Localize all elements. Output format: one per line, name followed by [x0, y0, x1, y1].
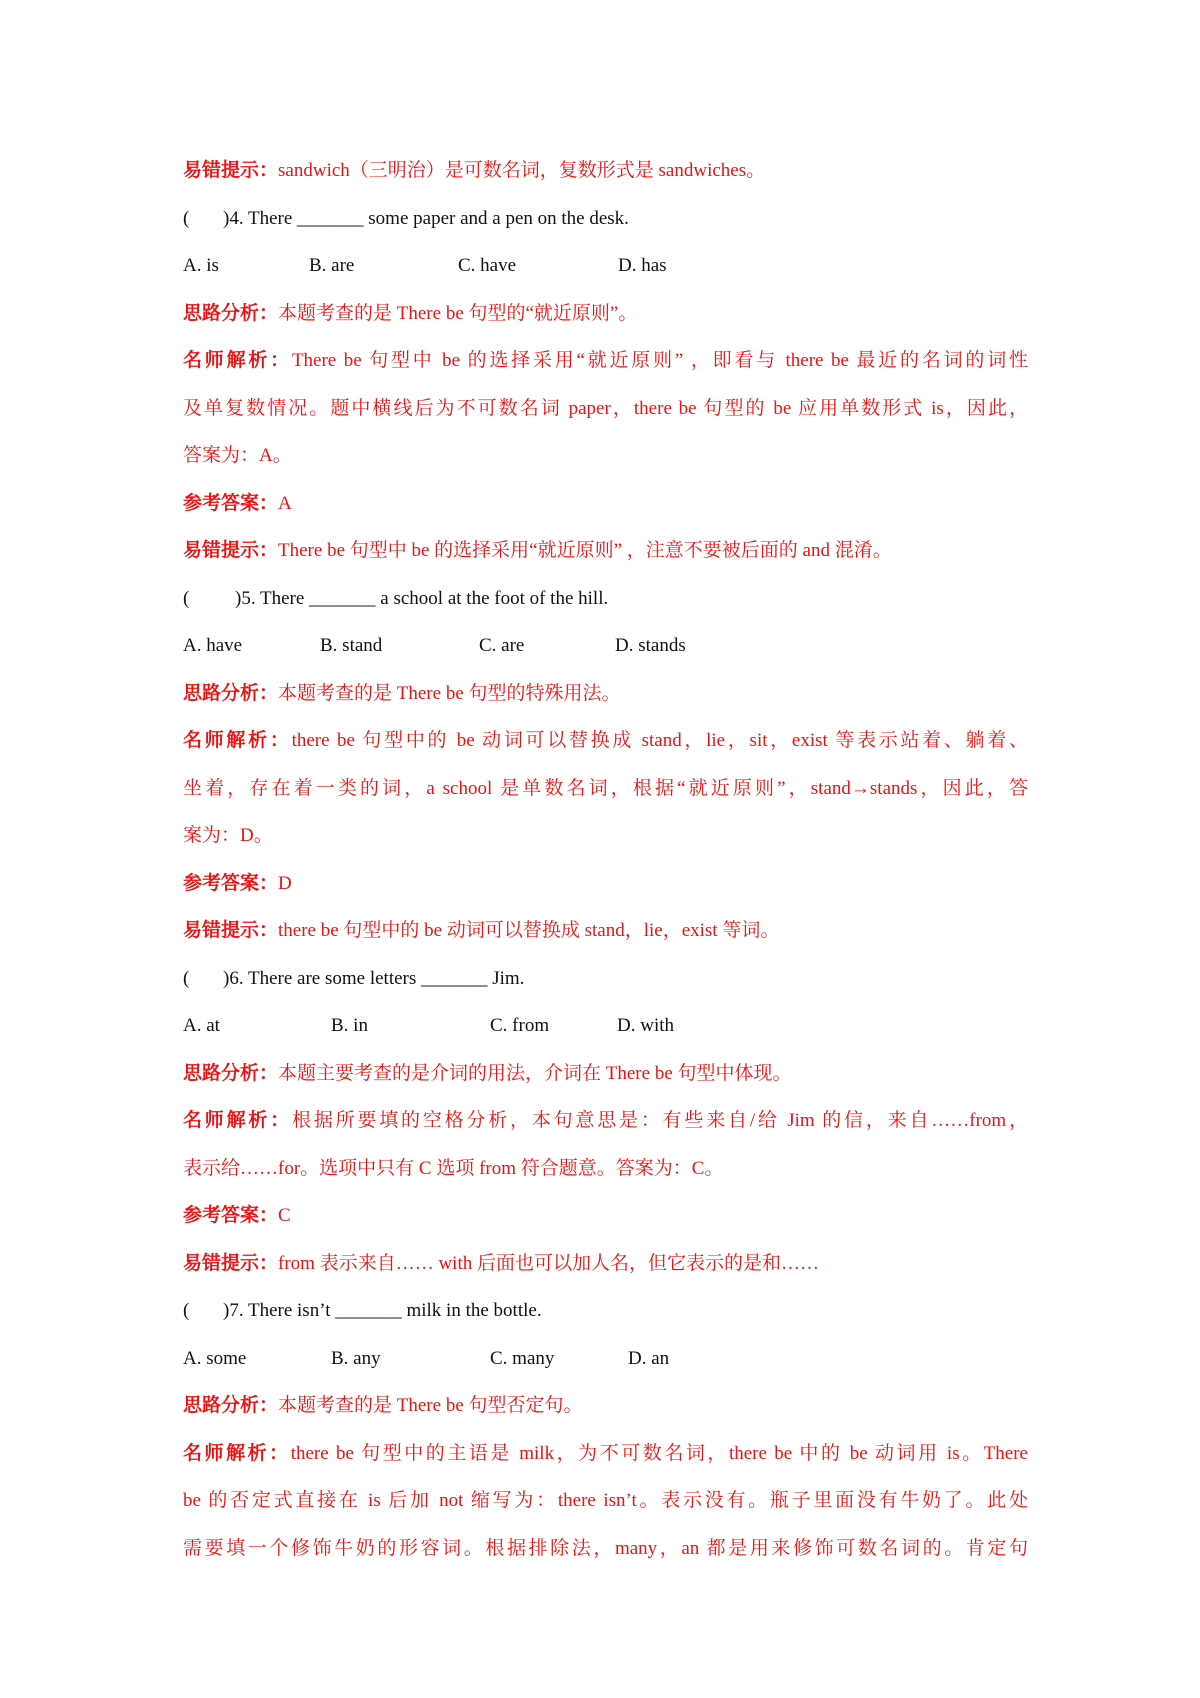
tip-text: there be 句型中的 be 动词可以替换成 stand，lie，exist 等词。 [278, 920, 780, 941]
thinking-text: 本题主要考查的是介词的用法，介词在 There be 句型中体现。 [278, 1062, 792, 1084]
thinking-label: 思路分析： [183, 682, 279, 704]
answer-blank: ( [183, 587, 190, 609]
tip-text: from 表示来自…… with 后面也可以加人名，但它表示的是和…… [278, 1252, 819, 1274]
analysis-text: there be 句型中的 be 动词可以替换成 stand，lie，sit，exist 等表示站着、躺着、 [291, 730, 1028, 751]
analysis-label: 名师解析： [183, 730, 292, 751]
analysis-text: 根据所要填的空格分析，本句意思是：有些来自/给 Jim 的信，来自……from， [292, 1110, 1028, 1131]
option-a: A. some [183, 1347, 247, 1369]
answer-line [183, 860, 1028, 908]
option-c: C. are [479, 635, 525, 656]
tip-label: 易错提示： [183, 160, 279, 181]
option-b: B. in [331, 1015, 368, 1036]
option-b: B. any [331, 1347, 381, 1369]
option-b: B. are [309, 255, 355, 276]
thinking-line [183, 1050, 1028, 1098]
question-7-options [183, 1335, 1028, 1383]
question-5-options [183, 622, 1028, 670]
analysis-line [183, 1477, 1028, 1525]
thinking-line [183, 290, 1028, 338]
analysis-line [183, 1430, 1028, 1478]
analysis-line [183, 812, 1028, 860]
thinking-text: 本题考查的是 There be 句型的“就近原则”。 [278, 302, 638, 324]
option-c: C. have [458, 255, 517, 276]
analysis-label: 名师解析： [183, 350, 292, 371]
analysis-text: 案为：D。 [183, 825, 273, 846]
question-text: )6. There are some letters _______ Jim. [223, 967, 525, 989]
analysis-line [183, 385, 1028, 433]
option-d: D. an [628, 1347, 670, 1369]
analysis-line [183, 1145, 1028, 1193]
option-a: A. is [183, 255, 219, 276]
answer-label: 参考答案： [183, 1205, 279, 1226]
analysis-text: there be 句型中的主语是 milk，为不可数名词，there be 中的 be 动词用 is。There [290, 1442, 1028, 1464]
option-b: B. stand [320, 635, 383, 656]
option-c: C. many [490, 1347, 555, 1369]
answer-value: C [278, 1205, 291, 1226]
analysis-line [183, 1097, 1028, 1145]
analysis-text: be 的否定式直接在 is 后加 not 缩写为：there isn’t。表示没有。瓶子里面没有牛奶了。此处 [183, 1490, 1028, 1511]
tip-line [183, 907, 1028, 955]
question-text: )7. There isn’t _______ milk in the bottle. [223, 1300, 542, 1321]
option-d: D. stands [615, 635, 686, 656]
thinking-text: 本题考查的是 There be 句型否定句。 [278, 1395, 583, 1416]
tip-line [183, 527, 1028, 575]
tip-label: 易错提示： [183, 920, 279, 941]
question-7 [183, 1287, 1028, 1335]
analysis-text: There be 句型中 be 的选择采用“就近原则” ，即看与 there be 最近的名词的词性 [291, 350, 1028, 371]
option-d: D. with [617, 1015, 674, 1036]
thinking-label: 思路分析： [183, 1395, 279, 1416]
analysis-line [183, 432, 1028, 480]
analysis-line [183, 337, 1028, 385]
question-4-options [183, 242, 1028, 290]
thinking-label: 思路分析： [183, 1062, 279, 1084]
analysis-label: 名师解析： [183, 1442, 291, 1464]
question-6-options [183, 1002, 1028, 1050]
answer-value: A [278, 492, 292, 514]
question-5 [183, 575, 1028, 623]
answer-label: 参考答案： [183, 492, 279, 514]
answer-line [183, 1192, 1028, 1240]
answer-value: D [278, 872, 292, 894]
tip-label: 易错提示： [183, 540, 279, 561]
thinking-line [183, 1382, 1028, 1430]
option-a: A. have [183, 635, 243, 656]
option-d: D. has [618, 255, 667, 276]
question-4 [183, 195, 1028, 243]
document-content [183, 147, 1028, 1572]
thinking-text: 本题考查的是 There be 句型的特殊用法。 [278, 682, 621, 704]
analysis-label: 名师解析： [183, 1110, 293, 1131]
tip-text: sandwich（三明治）是可数名词，复数形式是 sandwiches。 [278, 160, 766, 181]
analysis-line [183, 765, 1028, 813]
tip-text: There be 句型中 be 的选择采用“就近原则” ，注意不要被后面的 and 混淆。 [278, 540, 892, 561]
option-a: A. at [183, 1015, 220, 1036]
analysis-line [183, 1525, 1028, 1573]
answer-label: 参考答案： [183, 872, 279, 894]
thinking-label: 思路分析： [183, 302, 279, 324]
analysis-text: 及单复数情况。题中横线后为不可数名词 paper，there be 句型的 be 应用单数形式 is，因此， [183, 397, 1028, 419]
question-text: )4. There _______ some paper and a pen on the desk. [223, 207, 629, 229]
answer-blank: ( [183, 967, 190, 989]
question-text: )5. There _______ a school at the foot of the hill. [235, 587, 609, 609]
thinking-line [183, 670, 1028, 718]
analysis-text: 表示给……for。选项中只有 C 选项 from 符合题意。答案为：C。 [183, 1157, 724, 1179]
tip-line [183, 147, 1028, 195]
question-6 [183, 955, 1028, 1003]
tip-line [183, 1240, 1028, 1288]
answer-blank: ( [183, 207, 190, 229]
analysis-text: 坐着，存在着一类的词，a school 是单数名词，根据“就近原则”，stand→stands，因此，答 [183, 777, 1028, 799]
tip-label: 易错提示： [183, 1252, 279, 1274]
answer-blank: ( [183, 1300, 190, 1321]
analysis-text: 答案为：A。 [183, 445, 292, 466]
analysis-line [183, 717, 1028, 765]
option-c: C. from [490, 1015, 550, 1036]
answer-line [183, 480, 1028, 528]
analysis-text: 需要填一个修饰牛奶的形容词。根据排除法，many，an 都是用来修饰可数名词的。肯定句 [183, 1537, 1028, 1559]
